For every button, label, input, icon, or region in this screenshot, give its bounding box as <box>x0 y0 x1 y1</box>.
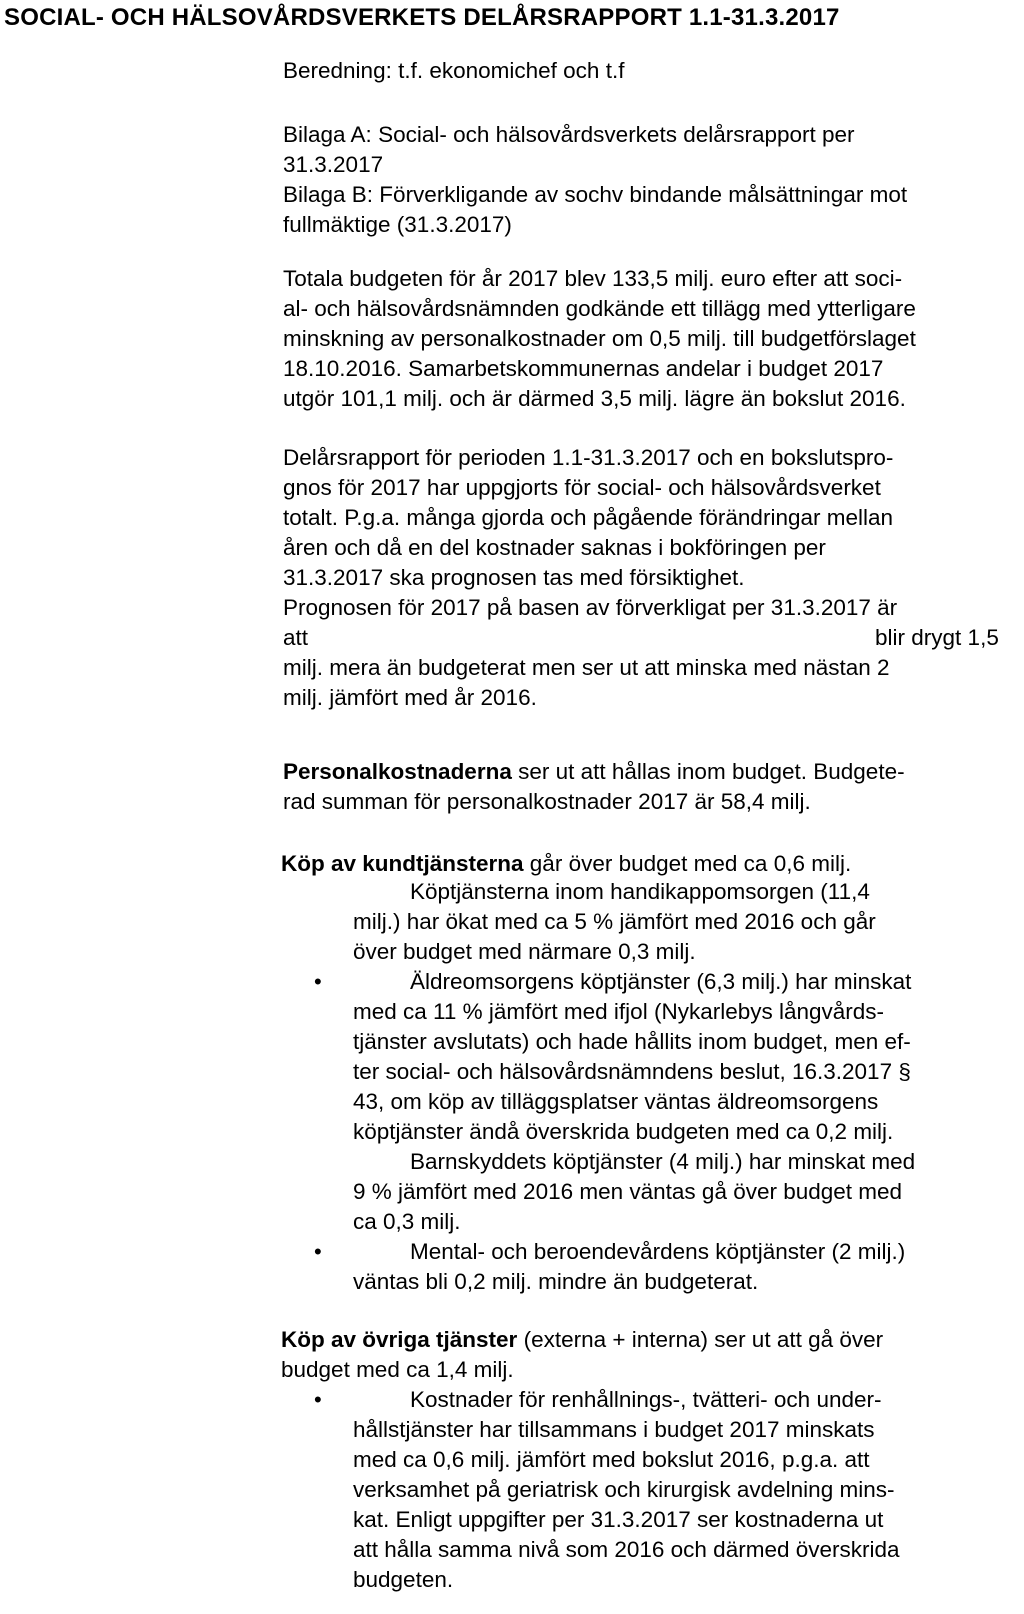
kund-item-aldreomsorg <box>353 967 911 1147</box>
kund-item-line: Barnskyddets köptjänster (4 milj.) har minskat med <box>410 1149 916 1174</box>
kund-item-handikapp <box>353 877 876 967</box>
kund-item-line: 43, om köp av tilläggsplatser väntas äldreomsorgens <box>353 1089 879 1114</box>
prognos-line: Delårsrapport för perioden 1.1-31.3.2017 och en bokslutspro- <box>283 445 894 470</box>
kund-item-line: tjänster avslutats) och hade hållits inom budget, men ef- <box>353 1029 911 1054</box>
kund-text: går över budget med ca 0,6 milj. <box>523 851 852 876</box>
prognos-line: åren och då en del kostnader saknas i bokföringen per <box>283 535 826 560</box>
bilaga-b-line: fullmäktige (31.3.2017) <box>283 212 512 237</box>
ovriga-paragraph <box>281 1325 883 1385</box>
prognos-line: 31.3.2017 ska prognosen tas med försiktighet. <box>283 565 745 590</box>
bullet-icon: • <box>314 1239 322 1264</box>
bilaga-a <box>283 120 855 180</box>
ovriga-item-line: hållstjänster har tillsammans i budget 2017 minskats <box>353 1417 875 1442</box>
ovriga-text: (externa + interna) ser ut att gå över <box>517 1327 884 1352</box>
kund-heading: Köp av kundtjänsterna <box>281 851 524 876</box>
bilaga-a-line: Bilaga A: Social- och hälsovårdsverkets delårsrapport per <box>283 122 855 147</box>
budget-line: utgör 101,1 milj. och är därmed 3,5 milj. lägre än bokslut 2016. <box>283 386 906 411</box>
bullet-icon: • <box>314 969 322 994</box>
kund-item-line: ca 0,3 milj. <box>353 1209 461 1234</box>
budget-line: 18.10.2016. Samarbetskommunernas andelar i budget 2017 <box>283 356 884 381</box>
prognos-line: gnos för 2017 har uppgjorts för social- och hälsovårdsverket <box>283 475 881 500</box>
ovriga-item-renhallning <box>353 1385 900 1595</box>
kund-item-line: Köptjänsterna inom handikappomsorgen (11,4 <box>410 879 870 904</box>
ovriga-item-line: kat. Enligt uppgifter per 31.3.2017 ser kostnaderna ut <box>353 1507 884 1532</box>
prognos-att: att <box>283 625 309 650</box>
document-title: SOCIAL- OCH HÄLSOVÅRDSVERKETS DELÅRSRAPPORT 1.1-31.3.2017 <box>4 4 840 31</box>
ovriga-item-line: med ca 0,6 milj. jämfört med bokslut 2016, p.g.a. att <box>353 1447 870 1472</box>
personal-line: rad summan för personalkostnader 2017 är 58,4 milj. <box>283 789 811 814</box>
personal-heading: Personalkostnaderna <box>283 759 512 784</box>
bilaga-b <box>283 180 907 240</box>
prognos-gap-line <box>283 623 999 653</box>
ovriga-heading: Köp av övriga tjänster <box>281 1327 518 1352</box>
prognos-line: totalt. P.g.a. många gjorda och pågående förändringar mellan <box>283 505 894 530</box>
kund-item-line: ter social- och hälsovårdsnämndens beslut, 16.3.2017 § <box>353 1059 911 1084</box>
prognos-paragraph <box>283 443 999 713</box>
kund-item-line: Äldreomsorgens köptjänster (6,3 milj.) har minskat <box>410 969 912 994</box>
personal-text: ser ut att hållas inom budget. Budgete- <box>511 759 905 784</box>
kund-item-line: köptjänster ändå överskrida budgeten med ca 0,2 milj. <box>353 1119 894 1144</box>
kund-item-line: milj.) har ökat med ca 5 % jämfört med 2016 och går <box>353 909 876 934</box>
bilaga-a-line: 31.3.2017 <box>283 152 384 177</box>
kund-item-barnskydd <box>353 1147 915 1237</box>
beredning-text: Beredning: t.f. ekonomichef och t.f <box>283 58 625 83</box>
kund-item-line: 9 % jämfört med 2016 men väntas gå över budget med <box>353 1179 903 1204</box>
kund-item-mentalvard <box>353 1237 905 1297</box>
beredning-line <box>283 56 624 86</box>
budget-line: Totala budgeten för år 2017 blev 133,5 milj. euro efter att soci- <box>283 266 903 291</box>
bilaga-b-line: Bilaga B: Förverkligande av sochv bindande målsättningar mot <box>283 182 908 207</box>
prognos-line: milj. mera än budgeterat men ser ut att minska med nästan 2 <box>283 655 890 680</box>
kund-item-line: med ca 11 % jämfört med ifjol (Nykarlebys långvårds- <box>353 999 885 1024</box>
personal-line <box>283 757 905 787</box>
ovriga-item-line: budgeten. <box>353 1567 454 1592</box>
prognos-line: Prognosen för 2017 på basen av förverkligat per 31.3.2017 är <box>283 595 898 620</box>
ovriga-item-line: att hålla samma nivå som 2016 och därmed överskrida <box>353 1537 900 1562</box>
budget-paragraph <box>283 264 916 414</box>
ovriga-line: budget med ca 1,4 milj. <box>281 1357 514 1382</box>
budget-line: minskning av personalkostnader om 0,5 milj. till budgetförslaget <box>283 326 916 351</box>
kund-item-line: över budget med närmare 0,3 milj. <box>353 939 696 964</box>
kund-item-line: Mental- och beroendevårdens köptjänster (2 milj.) <box>410 1239 906 1264</box>
kund-heading-line <box>281 849 851 879</box>
kund-item-line: väntas bli 0,2 milj. mindre än budgeterat. <box>353 1269 759 1294</box>
budget-line: al- och hälsovårdsnämnden godkände ett tillägg med ytterligare <box>283 296 916 321</box>
ovriga-item-line: verksamhet på geriatrisk och kirurgisk avdelning mins- <box>353 1477 895 1502</box>
bullet-icon: • <box>314 1387 322 1412</box>
prognos-line: milj. jämfört med år 2016. <box>283 685 537 710</box>
personal-paragraph <box>283 757 905 817</box>
ovriga-item-line: Kostnader för renhållnings-, tvätteri- och under- <box>410 1387 882 1412</box>
prognos-drygt: blir drygt 1,5 <box>875 625 999 650</box>
